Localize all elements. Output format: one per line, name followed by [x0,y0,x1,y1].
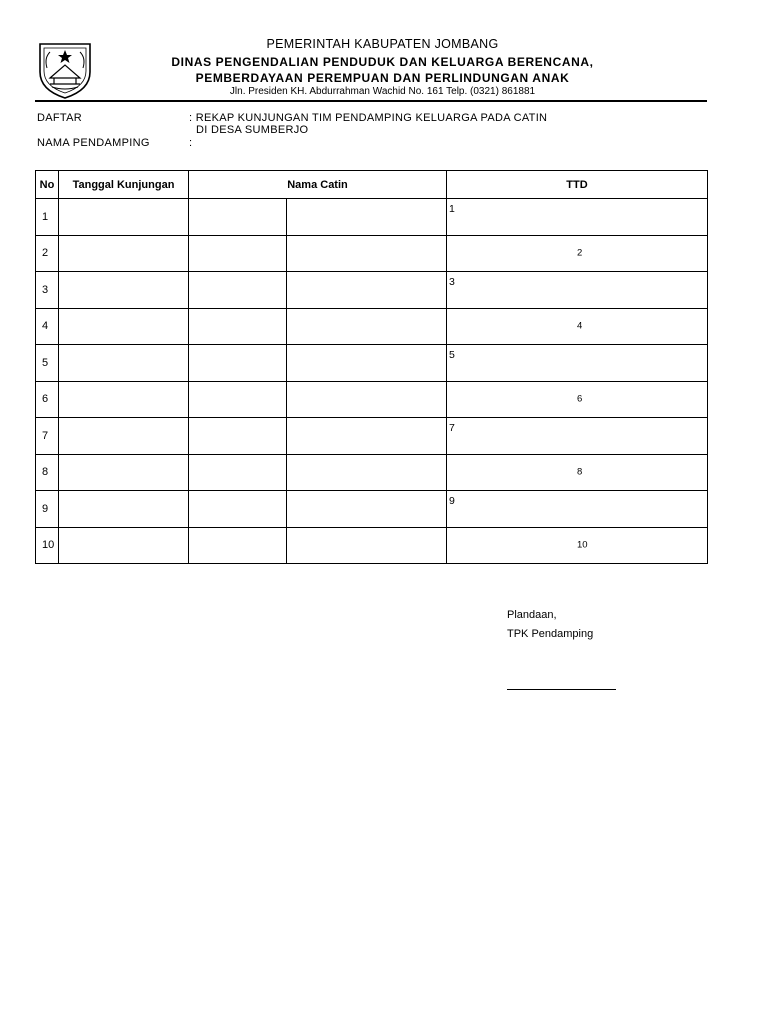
pendamping-value: : [189,137,193,149]
nama-catin-cell-a [189,199,287,236]
nama-catin-cell-b [287,381,447,418]
visit-table [35,170,708,564]
nama-catin-cell-b [287,418,447,455]
daftar-value-line-2: DI DESA SUMBERJO [196,124,309,136]
ttd-cell [447,454,708,491]
ttd-number: 7 [449,422,455,434]
ttd-cell [447,345,708,382]
nama-catin-cell-b [287,199,447,236]
table-header-row [36,171,708,199]
nama-catin-cell-b [287,527,447,564]
nama-catin-cell-b [287,272,447,309]
tanggal-cell [59,199,189,236]
nama-catin-cell-a [189,527,287,564]
table-row [36,308,708,345]
table-row [36,345,708,382]
table-row [36,381,708,418]
ttd-cell [447,527,708,564]
tanggal-cell [59,491,189,528]
pendamping-label: NAMA PENDAMPING [37,137,150,149]
header-agency-line-1: DINAS PENGENDALIAN PENDUDUK DAN KELUARGA BERENCANA, [171,55,594,69]
tanggal-cell [59,418,189,455]
signature-line [507,689,616,690]
ttd-number: 3 [449,276,455,288]
row-number: 3 [36,272,59,309]
nama-catin-cell-a [189,272,287,309]
table-row [36,235,708,272]
col-header-nama-catin: Nama Catin [189,171,447,199]
ttd-number: 2 [577,247,583,259]
table-row [36,454,708,491]
col-header-tanggal: Tanggal Kunjungan [59,171,189,199]
row-number: 1 [36,199,59,236]
tanggal-cell [59,381,189,418]
nama-catin-cell-a [189,491,287,528]
header-agency-line-2: PEMBERDAYAAN PEREMPUAN DAN PERLINDUNGAN ANAK [195,71,570,85]
row-number: 9 [36,491,59,528]
tanggal-cell [59,272,189,309]
signature-role: TPK Pendamping [507,628,594,640]
signature-place: Plandaan, [507,609,557,621]
row-number: 4 [36,308,59,345]
ttd-cell [447,199,708,236]
row-number: 2 [36,235,59,272]
table-row [36,491,708,528]
ttd-cell [447,308,708,345]
table-row [36,199,708,236]
header-address: Jln. Presiden KH. Abdurrahman Wachid No. 161 Telp. (0321) 861881 [229,86,536,97]
ttd-number: 4 [577,320,583,332]
header-divider [35,100,707,102]
ttd-cell [447,272,708,309]
ttd-number: 5 [449,349,455,361]
ttd-cell [447,381,708,418]
nama-catin-cell-a [189,418,287,455]
row-number: 7 [36,418,59,455]
col-header-ttd: TTD [447,171,708,199]
row-number: 6 [36,381,59,418]
ttd-cell [447,235,708,272]
nama-catin-cell-a [189,381,287,418]
tanggal-cell [59,235,189,272]
tanggal-cell [59,527,189,564]
ttd-number: 10 [577,539,588,551]
nama-catin-cell-a [189,454,287,491]
tanggal-cell [59,454,189,491]
ttd-cell [447,418,708,455]
tanggal-cell [59,308,189,345]
nama-catin-cell-a [189,235,287,272]
nama-catin-cell-b [287,345,447,382]
ttd-number: 6 [577,393,583,405]
nama-catin-cell-b [287,454,447,491]
ttd-number: 1 [449,203,455,215]
table-row [36,272,708,309]
ttd-number: 8 [577,466,583,478]
tanggal-cell [59,345,189,382]
nama-catin-cell-b [287,308,447,345]
nama-catin-cell-a [189,345,287,382]
header-government-title: PEMERINTAH KABUPATEN JOMBANG [266,37,499,51]
ttd-number: 9 [449,495,455,507]
table-row [36,418,708,455]
row-number: 5 [36,345,59,382]
daftar-value-line-1: : REKAP KUNJUNGAN TIM PENDAMPING KELUARGA PADA CATIN [189,112,548,124]
nama-catin-cell-a [189,308,287,345]
row-number: 10 [36,527,59,564]
nama-catin-cell-b [287,491,447,528]
nama-catin-cell-b [287,235,447,272]
daftar-label: DAFTAR [37,112,82,124]
col-header-no: No [36,171,59,199]
jombang-coat-of-arms-icon [36,38,94,100]
row-number: 8 [36,454,59,491]
table-row [36,527,708,564]
ttd-cell [447,491,708,528]
